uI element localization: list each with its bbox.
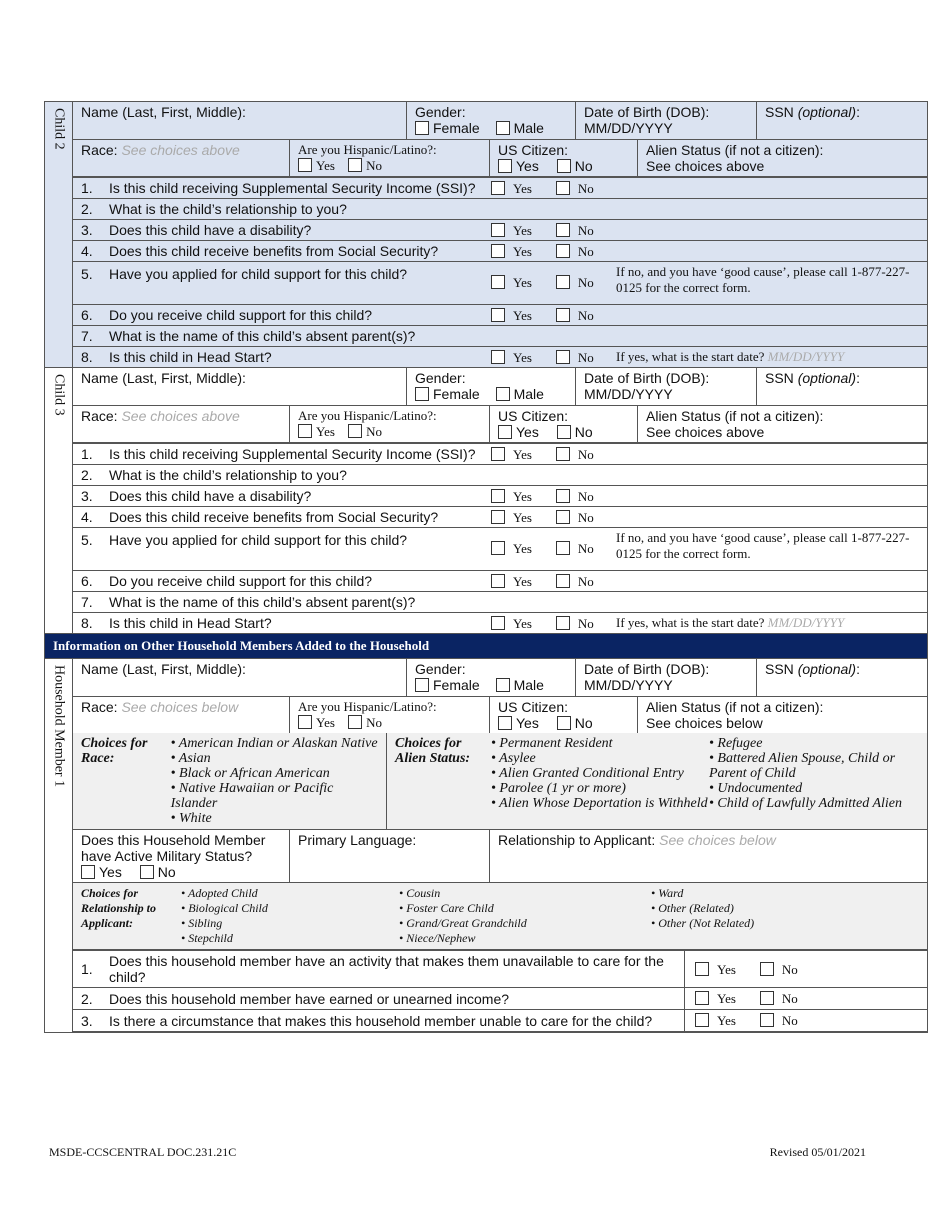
- child3-q1-yes-no: Yes No: [491, 447, 594, 462]
- child3-q3-yes-checkbox[interactable]: [491, 489, 505, 503]
- alien-choices: Choices for Alien Status: • Permanent Resident • Asylee • Alien Granted Conditional Entry • Parolee (1 yr or more) • Alien Whose Deportation is Withheld • Refugee • Battered Alien Spouse, Child or Parent of Child • Undocumented • Child of Lawfully Admitted Alien: [387, 733, 927, 829]
- choice-item: • Parolee (1 yr or more): [491, 781, 626, 796]
- choice-item: • Asylee: [491, 751, 536, 766]
- question-row: 6. Do you receive child support for this child? Yes No: [73, 305, 927, 326]
- female-checkbox[interactable]: [415, 678, 429, 692]
- child2-q8-yes-no: Yes No: [491, 350, 594, 365]
- hispanic-field: Are you Hispanic/Latino?: Yes No: [290, 140, 490, 176]
- ssn-field[interactable]: SSN (optional):: [765, 661, 860, 677]
- member-q1-yes-no: Yes No: [695, 962, 798, 977]
- primary-language-field[interactable]: Primary Language:: [290, 830, 490, 882]
- gender-label: Gender:: [415, 661, 466, 677]
- hispanic-yes-checkbox[interactable]: [298, 715, 312, 729]
- alien-status-field[interactable]: Alien Status (if not a citizen): See choices above: [646, 408, 824, 440]
- child3-q4-yes-checkbox[interactable]: [491, 510, 505, 524]
- name-field[interactable]: [73, 102, 407, 139]
- race-field[interactable]: Race: See choices above: [73, 140, 290, 176]
- child2-q5-no-checkbox[interactable]: [556, 275, 570, 289]
- choice-item: • Refugee: [709, 736, 763, 751]
- member-1-tab: Household Member 1: [45, 659, 73, 1032]
- child3-q4-yes-no: Yes No: [491, 510, 594, 525]
- choice-item: • Adopted Child: [181, 886, 258, 900]
- question-row: 7. What is the name of this child’s absent parent(s)?: [73, 326, 927, 347]
- footer-revised: Revised 05/01/2021: [769, 1145, 866, 1159]
- member-q2-yes-checkbox[interactable]: [695, 991, 709, 1005]
- form: [44, 101, 928, 1033]
- us-citizen-field: US Citizen: Yes No: [490, 697, 638, 733]
- member-row-military: [73, 830, 927, 883]
- hispanic-yes-checkbox[interactable]: [298, 424, 312, 438]
- gender-field: Gender: Female Male: [407, 368, 576, 405]
- child2-q3-no-checkbox[interactable]: [556, 223, 570, 237]
- child3-q6-no-checkbox[interactable]: [556, 574, 570, 588]
- child3-q5-no-checkbox[interactable]: [556, 541, 570, 555]
- child2-q1-yes-no: Yes No: [491, 181, 594, 196]
- child3-q3-no-checkbox[interactable]: [556, 489, 570, 503]
- question-row: 7. What is the name of this child’s absent parent(s)?: [73, 592, 927, 613]
- child2-q1-yes-checkbox[interactable]: [491, 181, 505, 195]
- hispanic-no-checkbox[interactable]: [348, 158, 362, 172]
- alien-status-field[interactable]: Alien Status (if not a citizen): See choices below: [646, 699, 824, 731]
- child2-q8-no-checkbox[interactable]: [556, 350, 570, 364]
- question-row: 1. Is this child receiving Supplemental Security Income (SSI)? Yes No: [73, 444, 927, 465]
- child3-q8-yes-checkbox[interactable]: [491, 616, 505, 630]
- male-checkbox[interactable]: [496, 387, 510, 401]
- hispanic-no-checkbox[interactable]: [348, 424, 362, 438]
- question-row: 6. Do you receive child support for this child? Yes No: [73, 571, 927, 592]
- hispanic-field: Are you Hispanic/Latino?: Yes No: [290, 697, 490, 733]
- question-row: 4. Does this child receive benefits from Social Security? Yes No: [73, 241, 927, 262]
- question-row: 8. Is this child in Head Start? Yes No If yes, what is the start date? MM/DD/YYYY: [81, 615, 845, 631]
- dob-field[interactable]: Date of Birth (DOB): MM/DD/YYYY: [576, 102, 757, 139]
- male-checkbox[interactable]: [496, 678, 510, 692]
- question-row: 2. What is the child’s relationship to you?: [73, 199, 927, 220]
- person-row-2: [73, 406, 927, 443]
- choice-item: • Battered Alien Spouse, Child or Parent of Child: [709, 751, 896, 781]
- choice-item: • Native Hawaiian or Pacific Islander: [170, 781, 334, 811]
- choice-item: • White: [170, 811, 212, 826]
- choice-item: • Other (Related): [651, 901, 734, 915]
- hispanic-yes-checkbox[interactable]: [298, 158, 312, 172]
- person-row-1: [73, 368, 927, 406]
- question-row: 5. Have you applied for child support for this child? Yes No If no, and you have ‘good cause’, please call 1-877-227-0125 for the correct form.: [73, 528, 927, 571]
- question-row: 4. Does this child receive benefits from Social Security? Yes No: [73, 507, 927, 528]
- start-date-input[interactable]: MM/DD/YYYY: [767, 615, 845, 630]
- child2-q5-yes-checkbox[interactable]: [491, 275, 505, 289]
- race-choices: Choices for Race: • American Indian or Alaskan Native • Asian • Black or African American • Native Hawaiian or Pacific Islander • White: [73, 733, 387, 829]
- child3-q6-yes-checkbox[interactable]: [491, 574, 505, 588]
- choice-item: • Alien Whose Deportation is Withheld: [491, 796, 708, 811]
- name-label: Name (Last, First, Middle):: [81, 104, 246, 120]
- child2-q3-yes-checkbox[interactable]: [491, 223, 505, 237]
- choice-item: • Niece/Nephew: [399, 931, 476, 945]
- citizen-yes-checkbox[interactable]: [498, 159, 512, 173]
- race-field[interactable]: Race: See choices above: [73, 406, 290, 442]
- choice-item: • Asian: [170, 751, 211, 766]
- start-date-input[interactable]: MM/DD/YYYY: [767, 349, 845, 364]
- race-placeholder: See choices above: [121, 408, 240, 424]
- race-placeholder: See choices above: [121, 142, 240, 158]
- choice-item: • Undocumented: [709, 781, 803, 796]
- member-q1-yes-checkbox[interactable]: [695, 962, 709, 976]
- person-row-1: [73, 659, 927, 697]
- military-no-checkbox[interactable]: [140, 865, 154, 879]
- citizen-no-checkbox[interactable]: [557, 716, 571, 730]
- child3-q8-no-checkbox[interactable]: [556, 616, 570, 630]
- race-alien-choices: [73, 733, 927, 830]
- child3-q6-yes-no: Yes No: [491, 574, 594, 589]
- choice-item: • Sibling: [181, 916, 223, 930]
- child-3-tab: Child 3: [45, 368, 73, 633]
- child2-q8-yes-checkbox[interactable]: [491, 350, 505, 364]
- person-row-2: [73, 697, 927, 733]
- ssn-field[interactable]: SSN (optional):: [765, 370, 860, 386]
- person-row-1: [73, 102, 927, 140]
- choice-item: • Other (Not Related): [651, 916, 755, 930]
- child3-q3-yes-no: Yes No: [491, 489, 594, 504]
- child3-q4-no-checkbox[interactable]: [556, 510, 570, 524]
- relationship-field[interactable]: Relationship to Applicant: See choices below: [498, 832, 776, 848]
- child2-q4-yes-no: Yes No: [491, 244, 594, 259]
- member-question-row: 2. Does this household member have earned or unearned income? Yes No: [73, 988, 927, 1010]
- child2-q3-yes-no: Yes No: [491, 223, 594, 238]
- child-2-tab: Child 2: [45, 102, 73, 367]
- choice-item: • Stepchild: [181, 931, 233, 945]
- member-q2-no-checkbox[interactable]: [760, 991, 774, 1005]
- choice-item: • American Indian or Alaskan Native: [170, 736, 378, 751]
- hispanic-no-checkbox[interactable]: [348, 715, 362, 729]
- name-label: Name (Last, First, Middle):: [81, 661, 246, 677]
- member-q3-yes-checkbox[interactable]: [695, 1013, 709, 1027]
- member-question-row: 3. Is there a circumstance that makes this household member unable to care for the child? Yes No: [73, 1010, 927, 1032]
- choice-item: • Cousin: [399, 886, 441, 900]
- question-row: 3. Does this child have a disability? Yes No: [73, 220, 927, 241]
- citizen-yes-checkbox[interactable]: [498, 716, 512, 730]
- name-label: Name (Last, First, Middle):: [81, 370, 246, 386]
- choice-item: • Alien Granted Conditional Entry: [491, 766, 684, 781]
- choice-item: • Black or African American: [170, 766, 330, 781]
- gender-label: Gender:: [415, 370, 466, 386]
- child3-q5-yes-checkbox[interactable]: [491, 541, 505, 555]
- question-row: 5. Have you applied for child support for this child? Yes No If no, and you have ‘good cause’, please call 1-877-227-0125 for the correct form.: [73, 262, 927, 305]
- choice-item: • Biological Child: [181, 901, 268, 915]
- citizen-no-checkbox[interactable]: [557, 159, 571, 173]
- question-row: 1. Is this child receiving Supplemental Security Income (SSI)? Yes No: [73, 178, 927, 199]
- gender-label: Gender:: [415, 104, 466, 120]
- citizen-yes-checkbox[interactable]: [498, 425, 512, 439]
- name-field[interactable]: [73, 659, 407, 696]
- household-banner: Information on Other Household Members Added to the Household: [45, 634, 927, 659]
- relationship-choices: Choices for Relationship to Applicant: • Adopted Child • Biological Child • Sibling • Stepchild • Cousin • Foster Care Child • Grand/Great Grandchild • Niece/Nephew • Ward • Other (Related) • Other (Not Related): [73, 883, 927, 950]
- question-row: 3. Does this child have a disability? Yes No: [73, 486, 927, 507]
- member-q2-yes-no: Yes No: [695, 991, 798, 1006]
- child2-q5-yes-no: Yes No: [491, 275, 594, 290]
- person-row-2: [73, 140, 927, 177]
- member-q1-no-checkbox[interactable]: [760, 962, 774, 976]
- child2-q4-yes-checkbox[interactable]: [491, 244, 505, 258]
- child-2-section: [45, 102, 927, 368]
- question-row: 8. Is this child in Head Start? Yes No If yes, what is the start date? MM/DD/YYYY: [81, 349, 845, 365]
- child3-q1-no-checkbox[interactable]: [556, 447, 570, 461]
- female-checkbox[interactable]: [415, 387, 429, 401]
- child3-q1-yes-checkbox[interactable]: [491, 447, 505, 461]
- dob-field[interactable]: Date of Birth (DOB): MM/DD/YYYY: [576, 368, 757, 405]
- question-row: 2. What is the child’s relationship to you?: [73, 465, 927, 486]
- member-question-row: 1. Does this household member have an activity that makes them unavailable to care for the child? Yes No: [73, 951, 927, 988]
- member-q3-yes-no: Yes No: [695, 1013, 798, 1028]
- child2-q4-no-checkbox[interactable]: [556, 244, 570, 258]
- alien-status-field[interactable]: Alien Status (if not a citizen): See choices above: [646, 142, 824, 174]
- gender-field: Gender: Female Male: [407, 102, 576, 139]
- household-member-1-section: [45, 659, 927, 1033]
- child-3-section: [45, 368, 927, 634]
- race-field[interactable]: Race: See choices below: [73, 697, 290, 733]
- child2-q1-no-checkbox[interactable]: [556, 181, 570, 195]
- military-field: Does this Household Member have Active Military Status? Yes No: [73, 830, 290, 882]
- choice-item: • Child of Lawfully Admitted Alien: [709, 796, 903, 811]
- choice-item: • Grand/Great Grandchild: [399, 916, 527, 930]
- male-checkbox[interactable]: [496, 121, 510, 135]
- ssn-field[interactable]: SSN (optional):: [765, 104, 860, 120]
- child3-q8-yes-no: Yes No: [491, 616, 594, 631]
- choice-item: • Foster Care Child: [399, 901, 494, 915]
- hispanic-field: Are you Hispanic/Latino?: Yes No: [290, 406, 490, 442]
- member-q3-no-checkbox[interactable]: [760, 1013, 774, 1027]
- female-checkbox[interactable]: [415, 121, 429, 135]
- child3-q5-yes-no: Yes No: [491, 541, 594, 556]
- name-field[interactable]: [73, 368, 407, 405]
- footer-doc-id: MSDE-CCSCENTRAL DOC.231.21C: [49, 1145, 237, 1159]
- gender-field: Gender: Female Male: [407, 659, 576, 696]
- child2-q6-yes-no: Yes No: [491, 308, 594, 323]
- choice-item: • Permanent Resident: [491, 736, 613, 751]
- race-placeholder: See choices below: [121, 699, 239, 715]
- child2-q6-yes-checkbox[interactable]: [491, 308, 505, 322]
- military-yes-checkbox[interactable]: [81, 865, 95, 879]
- choice-item: • Ward: [651, 886, 684, 900]
- child2-q6-no-checkbox[interactable]: [556, 308, 570, 322]
- citizen-no-checkbox[interactable]: [557, 425, 571, 439]
- us-citizen-field: US Citizen: Yes No: [490, 140, 638, 176]
- dob-field[interactable]: Date of Birth (DOB): MM/DD/YYYY: [576, 659, 757, 696]
- us-citizen-field: US Citizen: Yes No: [490, 406, 638, 442]
